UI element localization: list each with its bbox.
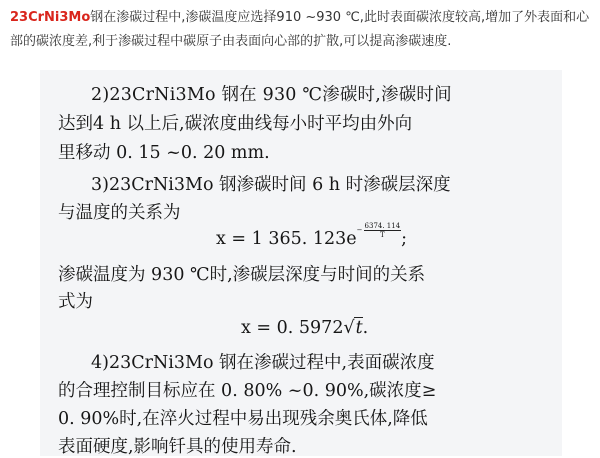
doc-line-8: 4)23CrNi3Mo 钢在渗碳过程中,表面碳浓度: [91, 353, 435, 373]
formula-1-denominator: T: [380, 230, 385, 239]
doc-line-7: 式为: [58, 292, 93, 312]
intro-paragraph: [10, 6, 592, 54]
intro-text: 钢在渗碳过程中,渗碳温度应选择910 ~930 ℃,此时表面碳浓度较高,增加了外表面和心部的碳浓度差,利于渗碳过程中碳原子由表面向心部的扩散,可以提高渗碳速度.: [10, 10, 590, 49]
doc-line-5: 与温度的关系为: [58, 203, 181, 223]
formula-2-tail: .: [362, 318, 369, 338]
doc-line-9: 的合理控制目标应在 0. 80% ~0. 90%,碳浓度≥: [58, 381, 437, 401]
formula-2-main: x = 0. 5972: [241, 318, 344, 338]
formula-1-tail: ;: [401, 229, 408, 249]
doc-line-2: 达到4 h 以上后,碳浓度曲线每小时平均由外向: [58, 114, 413, 134]
doc-line-3: 里移动 0. 15 ~0. 20 mm.: [58, 143, 270, 163]
doc-line-10: 0. 90%时,在淬火过程中易出现残余奥氏体,降低: [58, 409, 428, 429]
doc-line-6: 渗碳温度为 930 ℃时,渗碳层深度与时间的关系: [58, 265, 426, 285]
formula-2-radicand: t: [355, 318, 363, 338]
formula-depth-temperature: [216, 221, 408, 251]
formula-1-exponent: [357, 222, 402, 239]
intro-highlight: 23CrNi3Mo: [10, 10, 91, 25]
sqrt-symbol: √: [343, 318, 355, 338]
formula-1-sign: −: [356, 226, 363, 234]
doc-line-11: 表面硬度,影响钎具的使用寿命.: [58, 437, 297, 457]
doc-line-4: 3)23CrNi3Mo 钢渗碳时间 6 h 时渗碳层深度: [91, 175, 451, 195]
doc-line-1: 2)23CrNi3Mo 钢在 930 ℃渗碳时,渗碳时间: [91, 85, 452, 105]
formula-1-numerator: 6374. 114: [364, 221, 401, 230]
formula-1-main: x = 1 365. 123e: [216, 229, 357, 249]
formula-depth-time: [241, 317, 368, 338]
